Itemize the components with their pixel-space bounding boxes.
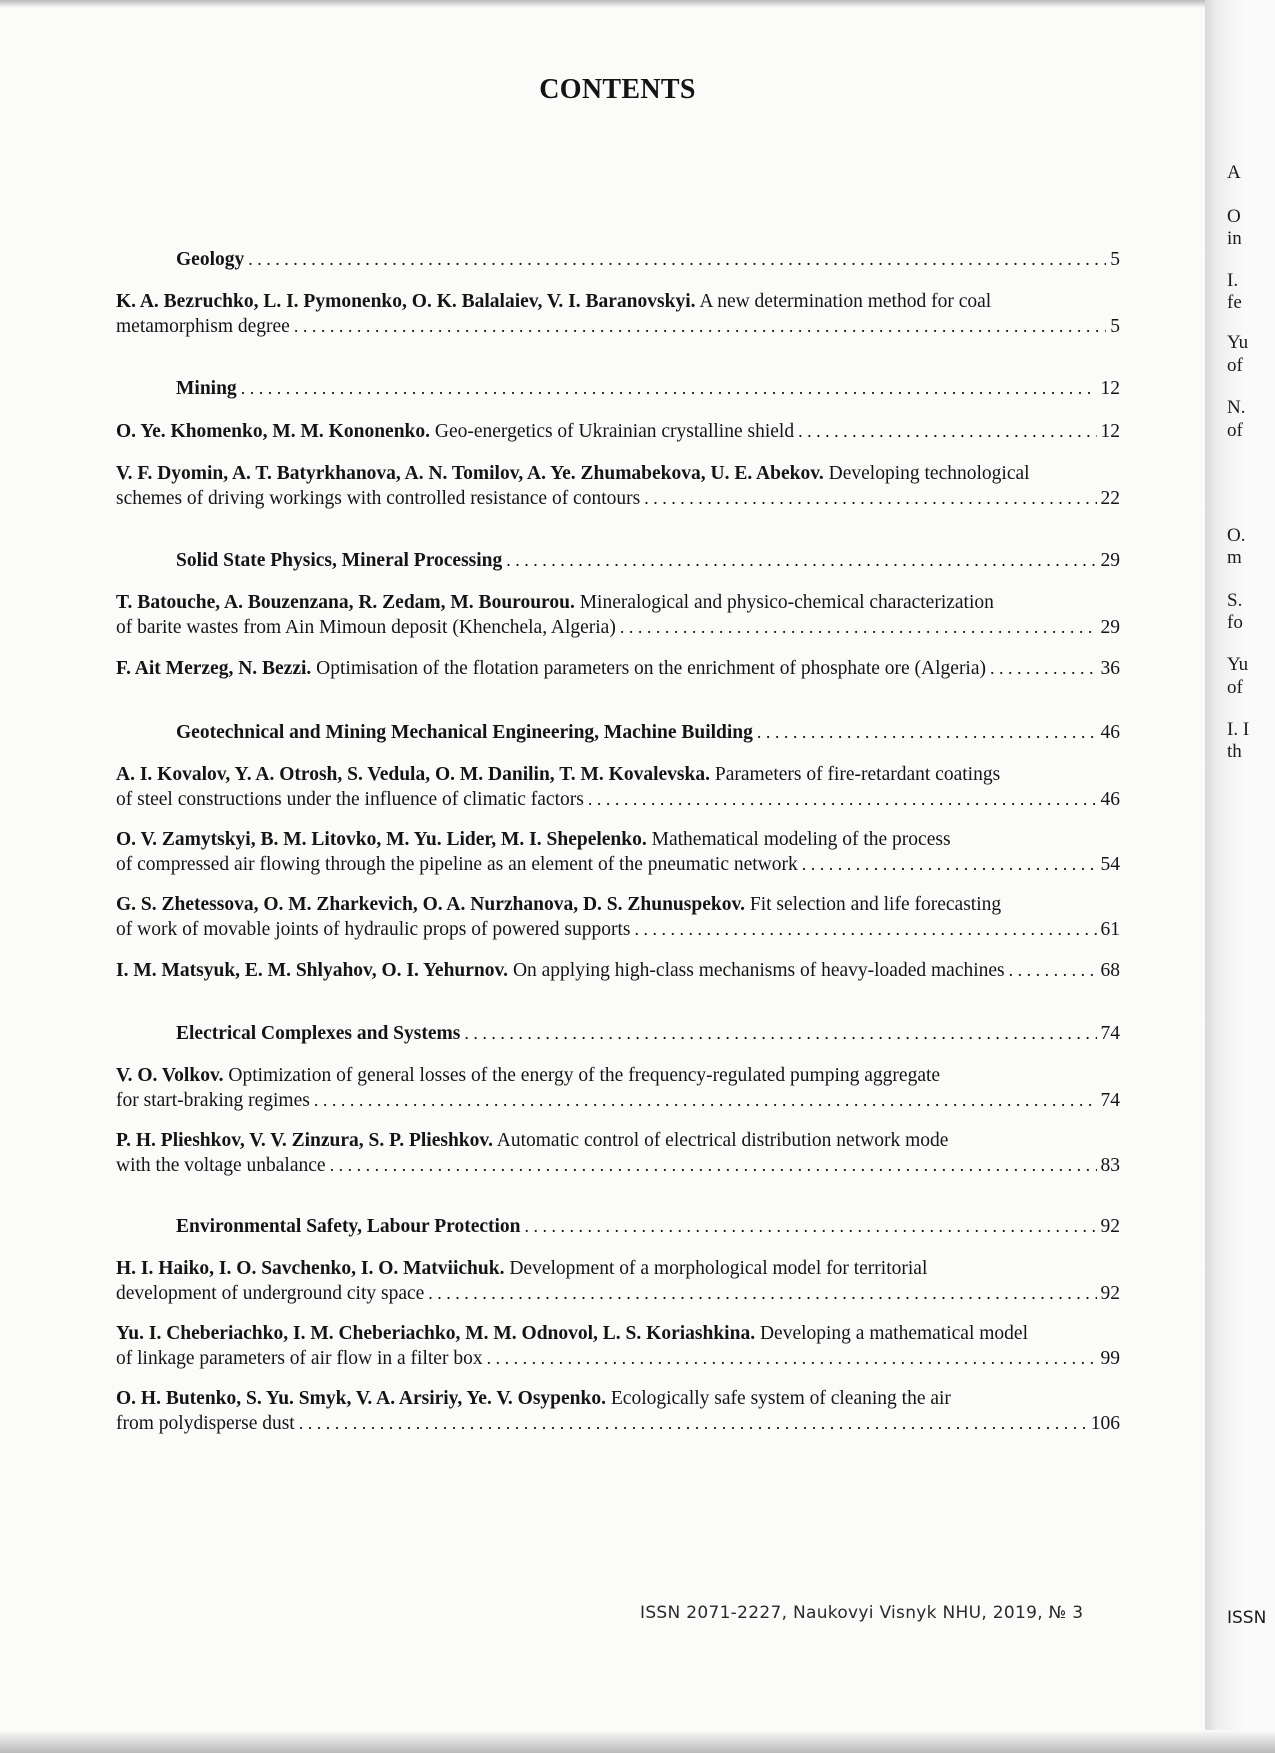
toc-entry xyxy=(116,462,1120,511)
entry-authors: A. I. Kovalov, Y. A. Otrosh, S. Vedula, O. M. Danilin, T. M. Kovalevska. xyxy=(116,764,710,785)
entry-page: 36 xyxy=(1100,658,1120,679)
entry-title-line1: Optimisation of the flotation parameters on the enrichment of phosphate ore (Algeria) xyxy=(316,658,986,679)
section-title: Mining xyxy=(176,378,237,399)
entry-page: 46 xyxy=(1100,789,1120,810)
entry-title-line2: with the voltage unbalance xyxy=(116,1155,326,1176)
entry-title-line1: A new determination method for coal xyxy=(699,291,992,312)
entry-authors: T. Batouche, A. Bouzenzana, R. Zedam, M. Bourourou. xyxy=(116,592,575,613)
entry-page: 22 xyxy=(1100,488,1120,509)
scan-shadow-top xyxy=(0,0,1205,8)
adjacent-page-text: N. xyxy=(1227,397,1246,418)
section-page: 12 xyxy=(1100,378,1120,399)
toc-entry xyxy=(116,828,1120,877)
section-title: Geology xyxy=(176,249,245,270)
entry-title-line2: of work of movable joints of hydraulic props of powered supports xyxy=(116,919,631,940)
section-page: 29 xyxy=(1100,550,1120,571)
entry-title-line1: Parameters of fire-retardant coatings xyxy=(714,764,1001,785)
section-electrical xyxy=(116,1021,1120,1046)
toc-entry xyxy=(116,419,1120,444)
toc-entry xyxy=(116,1257,1120,1306)
toc-entry xyxy=(116,656,1120,681)
entry-page: 5 xyxy=(1110,316,1120,337)
toc-entry xyxy=(116,591,1120,640)
adjacent-page-text: O xyxy=(1227,206,1241,227)
section-title: Electrical Complexes and Systems xyxy=(176,1023,461,1044)
entry-page: 29 xyxy=(1100,617,1120,638)
entry-authors: G. S. Zhetessova, O. M. Zharkevich, O. A. Nurzhanova, D. S. Zhunuspekov. xyxy=(116,894,745,915)
section-geology xyxy=(116,247,1120,272)
entry-title-line1: Geo-energetics of Ukrainian crystalline shield xyxy=(434,421,795,442)
entry-authors: O. H. Butenko, S. Yu. Smyk, V. A. Arsiriy, Ye. V. Osypenko. xyxy=(116,1388,606,1409)
entry-title-line2: of barite wastes from Ain Mimoun deposit (Khenchela, Algeria) xyxy=(116,617,616,638)
entry-title-line1: Mathematical modeling of the process xyxy=(651,829,951,850)
section-page: 46 xyxy=(1100,722,1120,743)
entry-authors: Yu. I. Cheberiachko, I. M. Cheberiachko, M. M. Odnovol, L. S. Koriashkina. xyxy=(116,1323,756,1344)
entry-title-line2: metamorphism degree xyxy=(116,316,290,337)
entry-title-line1: Mineralogical and physico-chemical characterization xyxy=(579,592,994,613)
adjacent-page-text: m xyxy=(1227,547,1242,568)
section-page: 5 xyxy=(1110,249,1120,270)
adjacent-page-text: O. xyxy=(1227,525,1246,546)
entry-title-line1: Optimization of general losses of the energy of the frequency-regulated pumping aggregate xyxy=(228,1065,941,1086)
entry-authors: O. V. Zamytskyi, B. M. Litovko, M. Yu. Lider, M. I. Shepelenko. xyxy=(116,829,647,850)
entry-authors: K. A. Bezruchko, L. I. Pymonenko, O. K. Balalaiev, V. I. Baranovskyi. xyxy=(116,291,696,312)
adjacent-page-text: fo xyxy=(1227,612,1243,633)
entry-authors: I. M. Matsyuk, E. M. Shlyahov, O. I. Yehurnov. xyxy=(116,960,509,981)
section-title: Geotechnical and Mining Mechanical Engineering, Machine Building xyxy=(176,722,753,743)
entry-title-line2: of compressed air flowing through the pipeline as an element of the pneumatic network xyxy=(116,854,798,875)
adjacent-page-text: of xyxy=(1227,355,1243,376)
adjacent-page-text: of xyxy=(1227,420,1243,441)
adjacent-page-text: I. I xyxy=(1227,719,1250,740)
page-title: CONTENTS xyxy=(539,74,696,105)
adjacent-page-text: Yu xyxy=(1227,332,1249,353)
entry-title-line1: Developing a mathematical model xyxy=(759,1323,1028,1344)
toc-entry xyxy=(116,1064,1120,1113)
section-page: 74 xyxy=(1100,1023,1120,1044)
adjacent-page-text: ISSN xyxy=(1227,1608,1267,1628)
entry-title-line2: schemes of driving workings with controlled resistance of contours xyxy=(116,488,641,509)
entry-page: 74 xyxy=(1100,1090,1120,1111)
adjacent-page-text: th xyxy=(1227,741,1242,762)
page-footer-issn: ISSN 2071-2227, Naukovyi Visnyk NHU, 2019, № 3 xyxy=(640,1603,1084,1623)
entry-title-line2: from polydisperse dust xyxy=(116,1413,295,1434)
section-mining xyxy=(116,376,1120,401)
entry-authors: F. Ait Merzeg, N. Bezzi. xyxy=(116,658,312,679)
toc-entry xyxy=(116,1129,1120,1178)
entry-page: 68 xyxy=(1100,960,1120,981)
adjacent-page-text: fe xyxy=(1227,292,1242,313)
section-environmental xyxy=(116,1214,1120,1239)
entry-title-line2: of steel constructions under the influence of climatic factors xyxy=(116,789,584,810)
entry-title-line1: Ecologically safe system of cleaning the air xyxy=(610,1388,951,1409)
entry-page: 61 xyxy=(1100,919,1120,940)
entry-authors: O. Ye. Khomenko, M. M. Kononenko. xyxy=(116,421,431,442)
toc-entry xyxy=(116,1322,1120,1371)
scan-shadow-bottom xyxy=(0,1730,1275,1753)
toc-entry xyxy=(116,1387,1120,1436)
adjacent-page-text: of xyxy=(1227,677,1243,698)
section-title: Solid State Physics, Mineral Processing xyxy=(176,550,503,571)
entry-title-line2: development of underground city space xyxy=(116,1283,425,1304)
entry-title-line1: Developing technological xyxy=(828,463,1030,484)
adjacent-page-text: Yu xyxy=(1227,654,1249,675)
toc-entry xyxy=(116,958,1120,983)
adjacent-page-text: A xyxy=(1227,162,1241,183)
entry-authors: V. O. Volkov. xyxy=(116,1065,224,1086)
section-solid-state-physics xyxy=(116,548,1120,573)
section-geotechnical xyxy=(116,720,1120,745)
section-page: 92 xyxy=(1100,1216,1120,1237)
entry-page: 99 xyxy=(1100,1348,1120,1369)
entry-title-line2: for start-braking regimes xyxy=(116,1090,310,1111)
adjacent-page-text: in xyxy=(1227,228,1242,249)
entry-title-line1: Development of a morphological model for territorial xyxy=(509,1258,928,1279)
entry-title-line1: On applying high-class mechanisms of heavy-loaded machines xyxy=(512,960,1005,981)
toc-entry xyxy=(116,893,1120,942)
entry-page: 83 xyxy=(1100,1155,1120,1176)
entry-title-line1: Fit selection and life forecasting xyxy=(749,894,1002,915)
toc-entry xyxy=(116,763,1120,812)
adjacent-page-edge xyxy=(1205,0,1275,1753)
entry-authors: H. I. Haiko, I. O. Savchenko, I. O. Matviichuk. xyxy=(116,1258,505,1279)
section-title: Environmental Safety, Labour Protection xyxy=(176,1216,521,1237)
toc-entry xyxy=(116,290,1120,339)
entry-title-line2: of linkage parameters of air flow in a filter box xyxy=(116,1348,483,1369)
entry-title-line1: Automatic control of electrical distribution network mode xyxy=(496,1130,949,1151)
entry-page: 54 xyxy=(1100,854,1120,875)
entry-authors: P. H. Plieshkov, V. V. Zinzura, S. P. Plieshkov. xyxy=(116,1130,493,1151)
entry-page: 92 xyxy=(1100,1283,1120,1304)
adjacent-page-text: I. xyxy=(1227,270,1239,291)
entry-authors: V. F. Dyomin, A. T. Batyrkhanova, A. N. Tomilov, A. Ye. Zhumabekova, U. E. Abekov. xyxy=(116,463,824,484)
adjacent-page-text: S. xyxy=(1227,590,1243,611)
entry-page: 12 xyxy=(1100,421,1120,442)
entry-page: 106 xyxy=(1090,1413,1120,1434)
